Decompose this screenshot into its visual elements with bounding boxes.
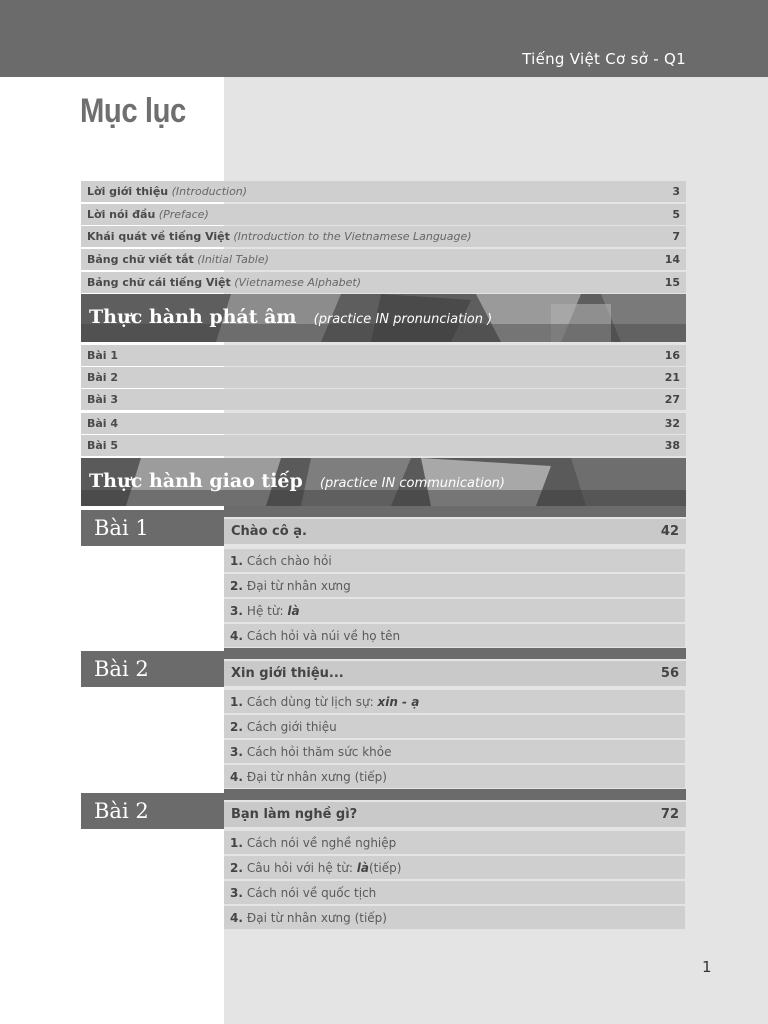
toc-row-pron-lesson-4[interactable] — [81, 413, 686, 434]
item-number: 2. — [230, 860, 243, 875]
toc-label: Bài 1 — [87, 349, 119, 362]
lesson-2-item-3[interactable] — [224, 740, 685, 763]
lesson-title: Xin giới thiệu... — [231, 666, 344, 681]
item-text: Cách chào hỏi — [246, 553, 332, 568]
book-title: Tiếng Việt Cơ sở - Q1 — [522, 50, 686, 68]
lesson-heading-2[interactable] — [224, 661, 686, 686]
lesson-1-item-3[interactable] — [224, 599, 685, 622]
lesson-tag-2: Bài 2 — [81, 651, 224, 687]
lesson-1-item-2[interactable] — [224, 574, 685, 597]
lesson-1-item-4[interactable] — [224, 624, 685, 647]
item-text: Hệ từ: — [246, 603, 284, 618]
page-title: Mục lục — [80, 92, 186, 130]
toc-label: Bảng chữ viết tắt — [87, 253, 194, 266]
section-title: Thực hành giao tiếp — [89, 470, 303, 492]
toc-page: 16 — [664, 349, 680, 362]
item-number: 2. — [230, 719, 243, 734]
toc-label-en: (Initial Table) — [197, 253, 269, 266]
lesson-title: Bạn làm nghề gì? — [231, 807, 358, 822]
item-emphasis: là — [287, 603, 300, 618]
item-text: Cách hỏi và núi về họ tên — [246, 628, 401, 643]
item-number: 4. — [230, 628, 243, 643]
section-banner-communication[interactable] — [81, 458, 686, 506]
lesson-3-item-1[interactable] — [224, 831, 685, 854]
item-number: 4. — [230, 910, 243, 925]
item-number: 3. — [230, 744, 243, 759]
toc-page: 38 — [664, 439, 680, 452]
item-number: 3. — [230, 885, 243, 900]
item-suffix: (tiếp) — [368, 860, 402, 875]
item-emphasis: là — [356, 860, 369, 875]
section-banner-pronunciation[interactable] — [81, 294, 686, 342]
toc-page: 3 — [672, 185, 680, 198]
lesson-3-item-2[interactable] — [224, 856, 685, 879]
section-subtitle: (practice IN pronunciation ) — [313, 312, 493, 327]
item-text: Câu hỏi với hệ từ: — [246, 860, 353, 875]
toc-row-pron-lesson-3[interactable] — [81, 389, 686, 410]
toc-row-pron-lesson-5[interactable] — [81, 435, 686, 456]
page-number: 1 — [702, 958, 712, 976]
lesson-heading-3[interactable] — [224, 802, 686, 827]
toc-row-abbreviations[interactable] — [81, 249, 686, 270]
item-emphasis: xin - ạ — [377, 694, 420, 709]
toc-label-en: (Preface) — [158, 208, 209, 221]
lesson-2-item-2[interactable] — [224, 715, 685, 738]
lesson-2-item-1[interactable] — [224, 690, 685, 713]
toc-label: Bài 4 — [87, 417, 119, 430]
toc-label: Bảng chữ cái tiếng Việt — [87, 276, 231, 289]
toc-row-introduction[interactable] — [81, 181, 686, 202]
lesson-strip — [224, 506, 686, 517]
toc-page: 5 — [672, 208, 680, 221]
header-bar — [0, 0, 768, 77]
item-number: 1. — [230, 553, 243, 568]
lesson-title: Chào cô ạ. — [231, 524, 307, 539]
lesson-tag-1: Bài 1 — [81, 510, 224, 546]
item-text: Cách dùng từ lịch sự: — [246, 694, 374, 709]
toc-page: 7 — [672, 230, 680, 243]
item-number: 3. — [230, 603, 243, 618]
lesson-tag-3: Bài 2 — [81, 793, 224, 829]
toc-row-preface[interactable] — [81, 204, 686, 225]
item-text: Cách nói về nghề nghiệp — [246, 835, 397, 850]
toc-page: 27 — [664, 393, 680, 406]
item-number: 2. — [230, 578, 243, 593]
item-text: Đại từ nhân xưng (tiếp) — [246, 910, 387, 925]
item-number: 1. — [230, 694, 243, 709]
toc-page: 32 — [664, 417, 680, 430]
toc-page: 15 — [664, 276, 680, 289]
lesson-page: 56 — [660, 666, 679, 681]
toc-label-en: (Introduction to the Vietnamese Language) — [233, 230, 472, 243]
lesson-3-item-3[interactable] — [224, 881, 685, 904]
lesson-page: 72 — [660, 807, 679, 822]
item-text: Đại từ nhân xưng (tiếp) — [246, 769, 387, 784]
lesson-1-item-1[interactable] — [224, 549, 685, 572]
section-subtitle: (practice IN communication) — [319, 476, 505, 491]
toc-page: 21 — [664, 371, 680, 384]
lesson-2-item-4[interactable] — [224, 765, 685, 788]
item-text: Cách giới thiệu — [246, 719, 337, 734]
toc-label: Bài 5 — [87, 439, 119, 452]
lesson-strip — [224, 789, 686, 800]
toc-label: Bài 2 — [87, 371, 119, 384]
toc-label: Khái quát về tiếng Việt — [87, 230, 230, 243]
section-title: Thực hành phát âm — [89, 306, 297, 328]
toc-label: Lời nói đầu — [87, 208, 156, 221]
toc-row-pron-lesson-1[interactable] — [81, 345, 686, 366]
toc-label-en: (Vietnamese Alphabet) — [234, 276, 362, 289]
toc-row-pron-lesson-2[interactable] — [81, 367, 686, 388]
lesson-3-item-4[interactable] — [224, 906, 685, 929]
toc-row-alphabet[interactable] — [81, 272, 686, 293]
item-number: 1. — [230, 835, 243, 850]
lesson-page: 42 — [660, 524, 679, 539]
toc-label-en: (Introduction) — [171, 185, 248, 198]
item-text: Cách nói về quốc tịch — [246, 885, 377, 900]
toc-row-overview[interactable] — [81, 226, 686, 247]
item-number: 4. — [230, 769, 243, 784]
item-text: Đại từ nhân xưng — [246, 578, 351, 593]
lesson-strip — [224, 648, 686, 659]
toc-label: Lời giới thiệu — [87, 185, 169, 198]
toc-label: Bài 3 — [87, 393, 119, 406]
toc-page: 14 — [664, 253, 680, 266]
item-text: Cách hỏi thăm sức khỏe — [246, 744, 392, 759]
lesson-heading-1[interactable] — [224, 519, 686, 544]
